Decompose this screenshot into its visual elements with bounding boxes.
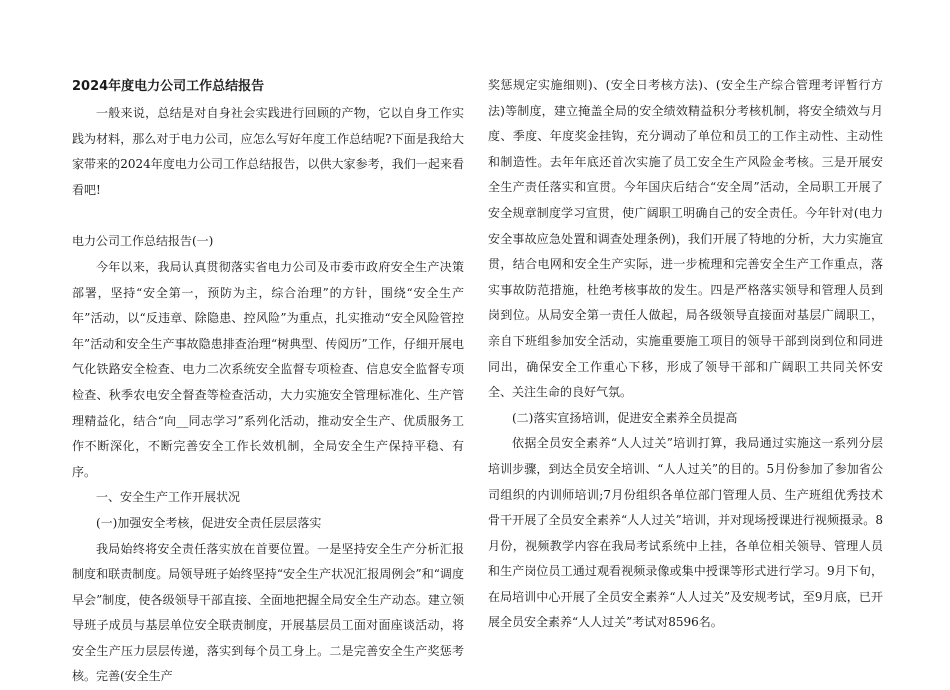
body-paragraph: 今年以来，我局认真贯彻落实省电力公司及市委市政府安全生产决策部署，坚持“安全第一，预防为主，综合治理”的方针，围绕“安全生产年”活动，以“反违章、除隐患、控风险”为重点，扎实推动“安全风险管控年”活动和安全生产事故隐患排查治理“树典型、传阅历”工作，仔细开展电气化铁路安全检查、电力二次系统安全监督专项检查、信息安全监督专项检查、秋季农电安全督查等检查活动，大力实施安全管理标准化、生产管理精益化，结合“向__同志学习”系列化活动，推动安全生产、优质服务工作不断深化，不断完善安全工作长效机制，全局安全生产保持平稳、有序。 [72, 255, 464, 485]
right-column [488, 73, 883, 636]
intro-paragraph: 一般来说，总结是对自身社会实践进行回顾的产物，它以自身工作实践为材料，那么对于电力公司，应怎么写好年度工作总结呢?下面是我给大家带来的2024年度电力公司工作总结报告，以供大家参考，我们一起来看看吧! [72, 101, 464, 203]
section-heading: 一、安全生产工作开展状况 [72, 485, 464, 511]
body-paragraph: 我局始终将安全责任落实放在首要位置。一是坚持安全生产分析汇报制度和联责制度。局领导班子始终坚持“安全生产状况汇报周例会”和“调度早会”制度，使各级领导干部直接、全面地把握全局安全生产动态。建立领导班子成员与基层单位安全联责制度，开展基层员工面对面座谈活动，将安全生产压力层层传递，落实到每个员工身上。二是完善安全生产奖惩考核。完善(安全生产 [72, 537, 464, 690]
spacer [72, 203, 464, 229]
body-paragraph-continued: 奖惩规定实施细则)、(安全日考核方法)、(安全生产综合管理考评暂行方法)等制度，建立掩盖全局的安全绩效精益积分考核机制，将安全绩效与月度、季度、年度奖金挂钩，充分调动了单位和员工的工作主动性、主动性和制造性。去年年底还首次实施了员工安全生产风险金考核。三是开展安全生产责任落实和宣贯。今年国庆后结合“安全周”活动，全局职工开展了安全规章制度学习宣贯，使广阔职工明确自己的安全责任。今年针对(电力安全事故应急处置和调查处理条例)，我们开展了特地的分析，大力实施宣贯，结合电网和安全生产实际，进一步梳理和完善安全生产工作重点，落实事故防范措施，杜绝考核事故的发生。四是严格落实领导和管理人员到岗到位。从局安全第一责任人做起，局各级领导直接面对基层广阔职工，亲自下班组参加安全活动，实施重要施工项目的领导干部到岗到位和同进同出，确保安全工作重心下移，形成了领导干部和广阔职工共同关怀安全、关注生命的良好气氛。 [488, 73, 883, 406]
subsection-heading: (二)落实宣扬培训，促进安全素养全员提高 [488, 406, 883, 432]
report-subtitle: 电力公司工作总结报告(一) [72, 229, 464, 255]
subsection-heading: (一)加强安全考核，促进安全责任层层落实 [72, 511, 464, 537]
left-column [72, 76, 464, 690]
document-title: 2024年度电力公司工作总结报告 [72, 76, 464, 98]
body-paragraph: 依据全员安全素养“人人过关”培训打算，我局通过实施这一系列分层培训步骤，到达全员安全培训、“人人过关”的目的。5月份参加了参加省公司组织的内训师培训;7月份组织各单位部门管理人员、生产班组优秀技术骨干开展了全员安全素养“人人过关”培训，并对现场授课进行视频摄录。8月份，视频教学内容在我局考试系统中上挂，各单位相关领导、管理人员和生产岗位员工通过观看视频录像或集中授课等形式进行学习。9月下旬，在局培训中心开展了全员安全素养“人人过关”及安规考试，至9月底，已开展全员安全素养“人人过关”考试对8596名。 [488, 431, 883, 636]
